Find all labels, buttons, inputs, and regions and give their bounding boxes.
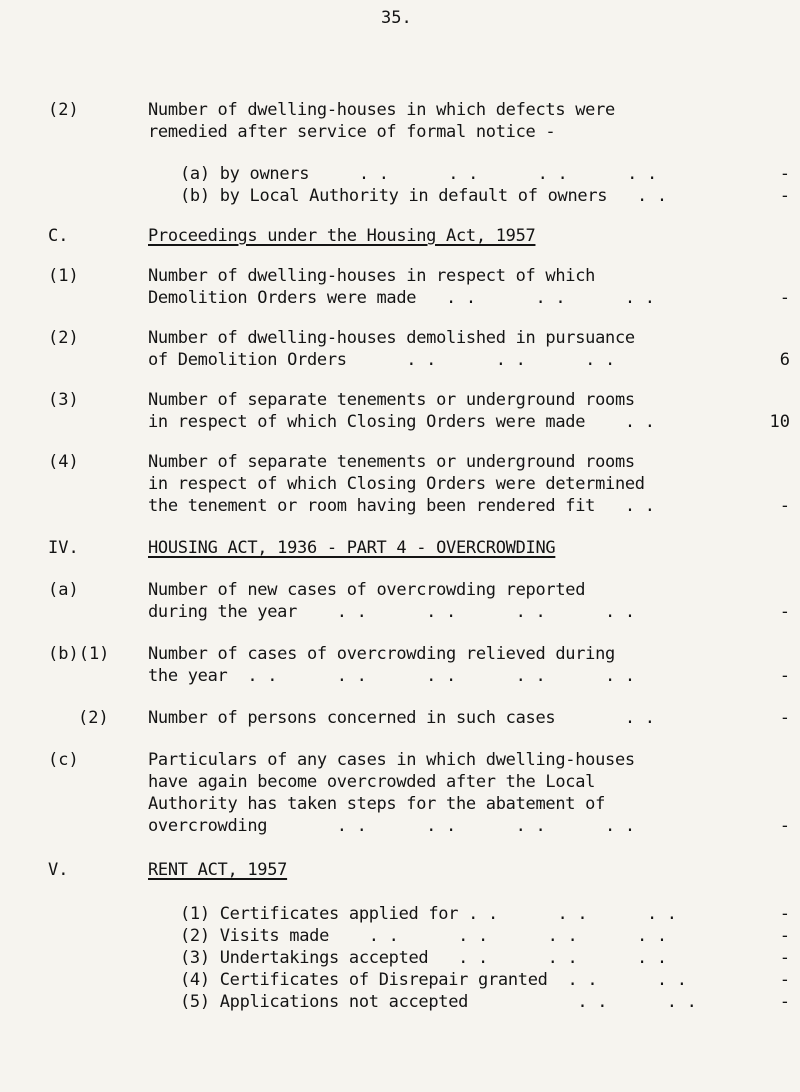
row-text: Number of separate tenements or underground rooms (148, 452, 635, 472)
row-text: Particulars of any cases in which dwelling-houses (148, 750, 635, 770)
row-text: Number of dwelling-houses demolished in pursuance (148, 328, 635, 348)
row-text: (3) Undertakings accepted . . . . . . (180, 948, 667, 968)
row-value: - (779, 708, 790, 728)
row-label: (b)(1) (48, 644, 110, 664)
row-text: the tenement or room having been rendered fit . . (148, 496, 655, 516)
row-text: during the year . . . . . . . . (148, 602, 635, 622)
row-value: - (779, 496, 790, 516)
row-value: 6 (779, 350, 790, 370)
row-label: (2) (48, 328, 79, 348)
row-value: - (779, 288, 790, 308)
row-label: (2) (78, 708, 109, 728)
row-value: - (779, 602, 790, 622)
row-text: overcrowding . . . . . . . . (148, 816, 635, 836)
row-value: - (779, 164, 790, 184)
row-label: (a) (48, 580, 79, 600)
row-text: Number of persons concerned in such cases . . (148, 708, 655, 728)
row-text: (4) Certificates of Disrepair granted . . . . (180, 970, 687, 990)
row-text: Number of cases of overcrowding relieved during (148, 644, 615, 664)
row-text: Number of dwelling-houses in respect of which (148, 266, 596, 286)
row-text: (b) by Local Authority in default of owners . . (180, 186, 667, 206)
section-label: IV. (48, 538, 79, 558)
row-label: (c) (48, 750, 79, 770)
row-text: in respect of which Closing Orders were determined (148, 474, 645, 494)
page-number: 35. (381, 8, 412, 28)
row-text: of Demolition Orders . . . . . . (148, 350, 615, 370)
row-text: (2) Visits made . . . . . . . . (180, 926, 667, 946)
row-value: - (779, 926, 790, 946)
row-value: - (779, 904, 790, 924)
row-text: the year . . . . . . . . . . (148, 666, 635, 686)
section-label: V. (48, 860, 69, 880)
row-label: (3) (48, 390, 79, 410)
section-label: C. (48, 226, 69, 246)
row-value: - (779, 816, 790, 836)
row-text: have again become overcrowded after the Local (148, 772, 596, 792)
section-heading: RENT ACT, 1957 (148, 860, 288, 880)
row-value: 10 (769, 412, 790, 432)
row-label: (1) (48, 266, 79, 286)
row-label: (2) (48, 100, 79, 120)
row-text: remedied after service of formal notice - (148, 122, 556, 142)
row-text: (5) Applications not accepted . . . . (180, 992, 697, 1012)
row-text: Authority has taken steps for the abatement of (148, 794, 606, 814)
row-value: - (779, 948, 790, 968)
row-text: Number of separate tenements or underground rooms (148, 390, 635, 410)
row-label: (4) (48, 452, 79, 472)
row-text: in respect of which Closing Orders were made . . (148, 412, 655, 432)
row-value: - (779, 992, 790, 1012)
row-value: - (779, 970, 790, 990)
row-text: Number of new cases of overcrowding reported (148, 580, 586, 600)
row-value: - (779, 186, 790, 206)
row-text: Number of dwelling-houses in which defects were (148, 100, 615, 120)
row-text: Demolition Orders were made . . . . . . (148, 288, 655, 308)
section-heading: HOUSING ACT, 1936 - PART 4 - OVERCROWDING (148, 538, 556, 558)
row-text: (1) Certificates applied for . . . . . . (180, 904, 677, 924)
row-text: (a) by owners . . . . . . . . (180, 164, 657, 184)
row-value: - (779, 666, 790, 686)
section-heading: Proceedings under the Housing Act, 1957 (148, 226, 536, 246)
